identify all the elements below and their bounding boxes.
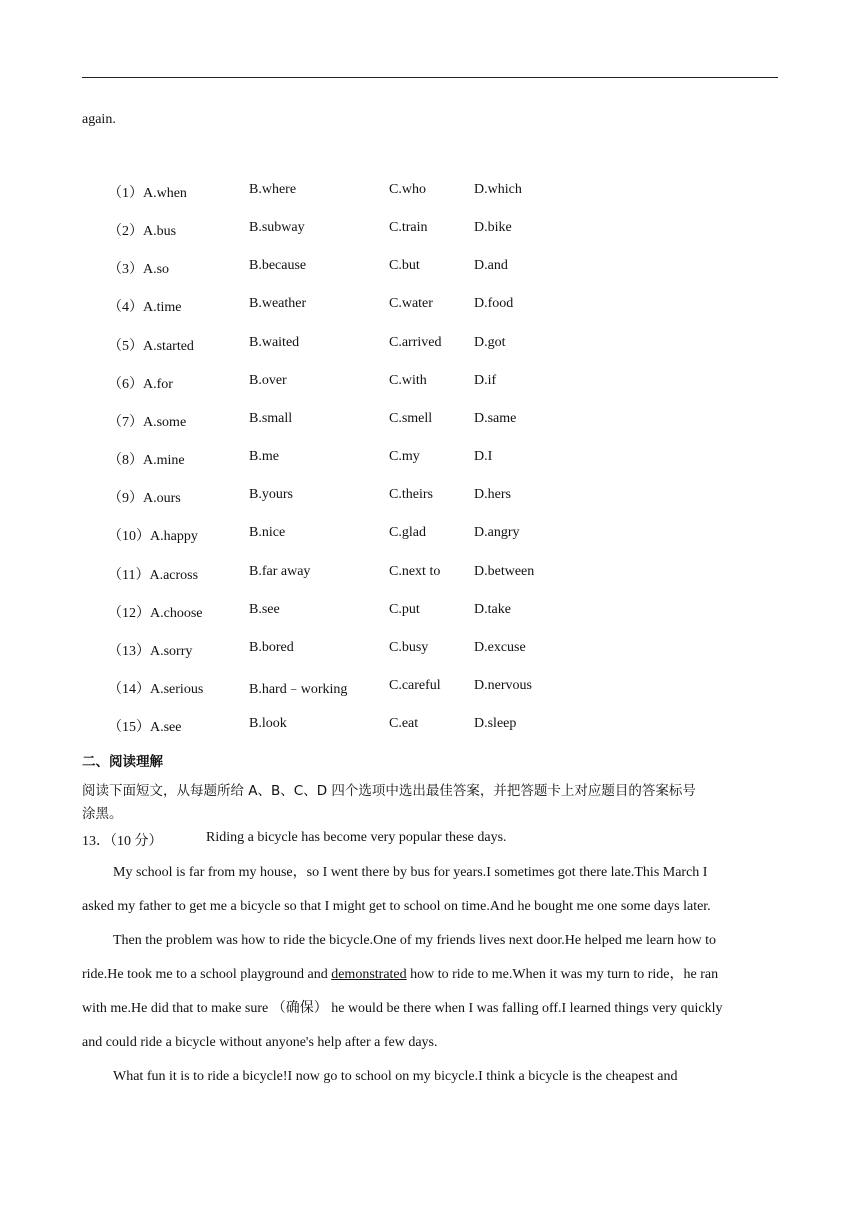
paragraph-line: What fun it is to ride a bicycle!I now go to school on my bicycle.I think a bicycle is the cheapest and	[113, 1069, 678, 1084]
option-b: B.nice	[249, 525, 286, 540]
option-a	[108, 678, 203, 698]
option-a	[108, 220, 176, 240]
option-a-text: A.time	[143, 300, 182, 315]
option-number: （3）	[108, 262, 143, 277]
option-c: C.but	[389, 258, 420, 273]
paragraph-line: with me.He did that to make sure （确保） he would be there when I was falling off.I learned things very quickly	[82, 1001, 723, 1016]
option-a	[108, 525, 198, 545]
option-a-text: A.sorry	[150, 644, 193, 659]
option-row	[108, 564, 708, 584]
option-a-text: A.choose	[150, 606, 203, 621]
option-c: C.who	[389, 182, 426, 197]
option-b: B.subway	[249, 220, 305, 235]
passage-title: Riding a bicycle has become very popular these days.	[206, 830, 507, 845]
option-d: D.I	[474, 449, 493, 464]
option-b: B.see	[249, 602, 280, 617]
option-number: （5）	[108, 339, 143, 354]
option-c: C.next to	[389, 564, 441, 579]
option-row	[108, 602, 708, 622]
option-d: D.hers	[474, 487, 511, 502]
option-a-text: A.for	[143, 377, 173, 392]
question-number: 13．	[82, 834, 110, 849]
option-d: D.nervous	[474, 678, 532, 693]
paragraph-line: and could ride a bicycle without anyone's help after a few days.	[82, 1035, 438, 1050]
option-number: （2）	[108, 224, 143, 239]
option-c: C.water	[389, 296, 433, 311]
option-number: （1）	[108, 186, 143, 201]
option-number: （14）	[108, 682, 150, 697]
option-b: B.where	[249, 182, 297, 197]
option-d: D.if	[474, 373, 497, 388]
option-d: D.between	[474, 564, 535, 579]
option-number: （13）	[108, 644, 150, 659]
option-c: C.theirs	[389, 487, 433, 502]
option-a-text: A.see	[150, 720, 182, 735]
option-row	[108, 525, 708, 545]
option-d: D.excuse	[474, 640, 526, 655]
option-c: C.smell	[389, 411, 433, 426]
option-number: （11）	[108, 568, 150, 583]
option-d: D.and	[474, 258, 508, 273]
option-row	[108, 640, 708, 660]
option-b: B.bored	[249, 640, 294, 655]
header-rule	[82, 77, 778, 78]
option-a	[108, 373, 173, 393]
question-header	[82, 830, 163, 850]
instruction-line-2: 涂黑。	[82, 806, 123, 822]
option-c: C.glad	[389, 525, 426, 540]
option-a	[108, 335, 194, 355]
option-d: D.bike	[474, 220, 512, 235]
option-a-text: A.ours	[143, 491, 181, 506]
option-a-text: A.happy	[150, 529, 198, 544]
option-number: （10）	[108, 529, 150, 544]
option-number: （4）	[108, 300, 143, 315]
option-number: （9）	[108, 491, 143, 506]
option-b: B.far away	[249, 564, 311, 579]
option-b: B.waited	[249, 335, 300, 350]
option-row	[108, 296, 708, 316]
paragraph-line: Then the problem was how to ride the bicycle.One of my friends lives next door.He helped me learn how to	[113, 933, 716, 948]
option-row	[108, 411, 708, 431]
option-d: D.food	[474, 296, 514, 311]
option-a	[108, 411, 186, 431]
paragraph-line: asked my father to get me a bicycle so that I might get to school on time.And he bought me one some days later.	[82, 899, 711, 914]
option-a-text: A.mine	[143, 453, 185, 468]
option-row	[108, 487, 708, 507]
paragraph-line: My school is far from my house，so I went there by bus for years.I sometimes got there late.This March I	[113, 865, 708, 880]
section-title: 二、阅读理解	[82, 754, 163, 770]
option-a-text: A.bus	[143, 224, 177, 239]
option-a-text: A.some	[143, 415, 187, 430]
paragraph-line	[82, 958, 780, 992]
underlined-word: demonstrated	[331, 967, 407, 982]
option-c: C.arrived	[389, 335, 442, 350]
passage-paragraph-3	[82, 1060, 780, 1094]
instruction-line-1: 阅读下面短文，从每题所给 A、B、C、D 四个选项中选出最佳答案，并把答题卡上对应题目的答案标号	[82, 783, 696, 799]
option-a	[108, 296, 182, 316]
option-c: C.my	[389, 449, 420, 464]
option-d: D.same	[474, 411, 517, 426]
option-b: B.hard﹣working	[249, 682, 348, 697]
text-segment: ride.He took me to a school playground and	[82, 967, 332, 982]
passage-paragraph-2	[82, 924, 780, 1060]
option-row	[108, 258, 708, 278]
option-a-text: A.when	[143, 186, 187, 201]
option-number: （12）	[108, 606, 150, 621]
option-a	[108, 258, 169, 278]
option-b: B.me	[249, 449, 279, 464]
question-score: （10 分）	[110, 834, 163, 849]
option-a	[108, 564, 198, 584]
option-a	[108, 640, 192, 660]
option-a	[108, 716, 182, 736]
option-c: C.train	[389, 220, 428, 235]
option-d: D.sleep	[474, 716, 517, 731]
option-d: D.which	[474, 182, 522, 197]
option-c: C.put	[389, 602, 420, 617]
option-b: B.because	[249, 258, 307, 273]
option-a	[108, 449, 185, 469]
option-b: B.small	[249, 411, 293, 426]
option-a-text: A.serious	[150, 682, 204, 697]
option-b: B.over	[249, 373, 287, 388]
option-b: B.yours	[249, 487, 293, 502]
option-d: D.got	[474, 335, 506, 350]
option-row	[108, 182, 708, 202]
option-number: （6）	[108, 377, 143, 392]
option-c: C.with	[389, 373, 427, 388]
option-row	[108, 373, 708, 393]
text-segment: how to ride to me.When it was my turn to ride，he ran	[406, 967, 719, 982]
option-a	[108, 602, 203, 622]
option-a	[108, 487, 181, 507]
option-d: D.take	[474, 602, 511, 617]
option-row	[108, 449, 708, 469]
top-fragment: again.	[82, 112, 116, 127]
option-row	[108, 220, 708, 240]
option-number: （7）	[108, 415, 143, 430]
option-c: C.busy	[389, 640, 429, 655]
option-b: B.weather	[249, 296, 307, 311]
option-c: C.eat	[389, 716, 419, 731]
option-a-text: A.across	[149, 568, 199, 583]
option-b: B.look	[249, 716, 287, 731]
option-number: （8）	[108, 453, 143, 468]
option-row	[108, 678, 708, 698]
option-c: C.careful	[389, 678, 441, 693]
option-a-text: A.started	[143, 339, 194, 354]
option-row	[108, 335, 708, 355]
passage-paragraph-1	[82, 856, 780, 924]
option-d: D.angry	[474, 525, 520, 540]
option-a-text: A.so	[143, 262, 170, 277]
option-a	[108, 182, 187, 202]
option-row	[108, 716, 708, 736]
option-number: （15）	[108, 720, 150, 735]
